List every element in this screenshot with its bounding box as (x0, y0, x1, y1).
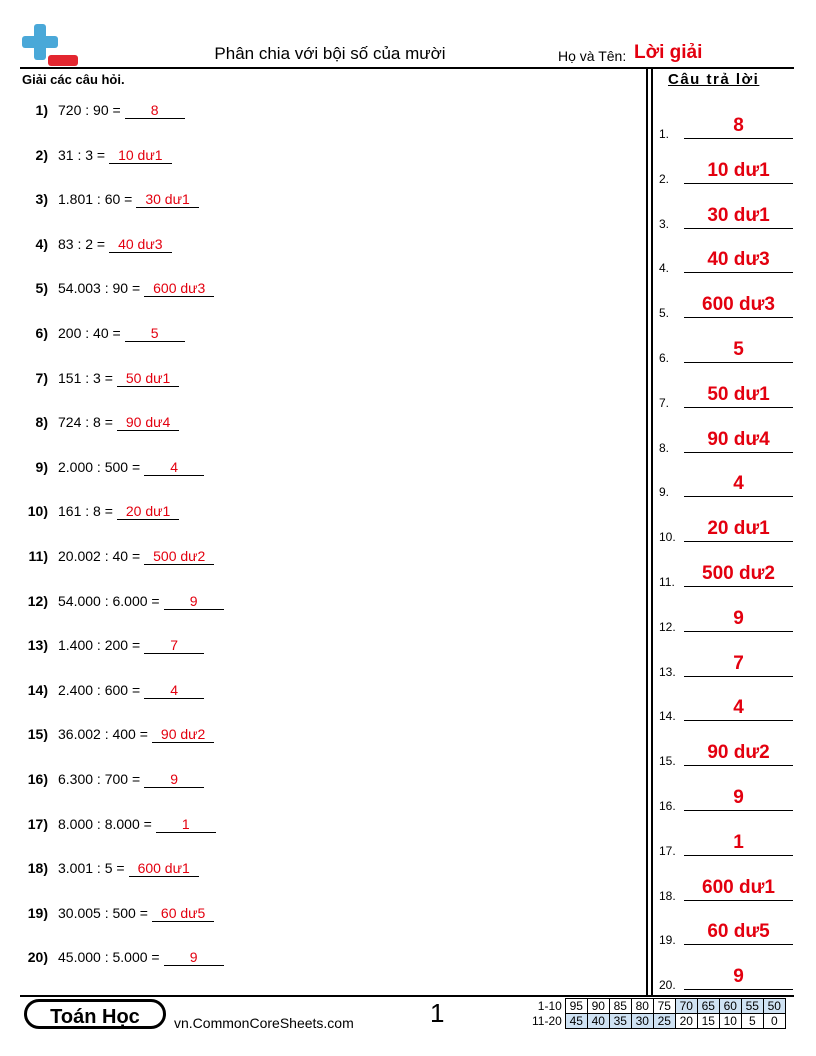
score-cell: 0 (763, 1014, 785, 1029)
score-cell: 55 (741, 999, 763, 1014)
page-number: 1 (430, 998, 445, 1028)
score-row-label: 11-20 (532, 1014, 562, 1028)
answer-key-value: 4 (684, 696, 793, 721)
question-text: 200 : 40 = (58, 325, 121, 341)
question-text: 1.801 : 60 = (58, 191, 133, 208)
question-number: 9) (35, 458, 48, 475)
answer-blank[interactable]: 1 (156, 816, 216, 833)
answer-key-value: 600 dư3 (684, 293, 793, 318)
answer-blank[interactable]: 90 dư2 (152, 726, 214, 743)
answer-blank[interactable]: 60 dư5 (152, 905, 214, 922)
answer-key-number: 19. (659, 933, 676, 948)
top-divider (20, 67, 794, 69)
answer-key-value: 90 dư2 (684, 741, 793, 766)
question-text: 83 : 2 = (58, 235, 106, 252)
question-row (22, 503, 179, 527)
question-text: 161 : 8 = (58, 503, 113, 520)
answer-blank[interactable]: 50 dư1 (117, 370, 179, 387)
answer-blank[interactable]: 4 (144, 459, 204, 476)
answer-key-row (659, 695, 793, 724)
question-number: 1) (35, 102, 48, 118)
question-row (22, 191, 199, 215)
answer-key-value: 1 (684, 831, 793, 856)
question-text: 151 : 3 = (58, 369, 113, 386)
column-divider-left (646, 68, 648, 996)
score-cell: 90 (587, 999, 609, 1014)
question-number: 14) (27, 681, 48, 698)
answer-key-value: 5 (684, 338, 793, 363)
question-text: 54.000 : 6.000 = (58, 592, 160, 609)
score-cell: 15 (697, 1014, 719, 1029)
answer-key-value: 60 dư5 (684, 920, 793, 945)
question-text: 54.003 : 90 = (58, 280, 141, 297)
answer-key-number: 2. (659, 171, 670, 186)
answer-blank[interactable]: 7 (144, 637, 204, 654)
answer-blank[interactable]: 20 dư1 (117, 503, 179, 520)
name-label: Họ và Tên: (558, 48, 627, 64)
question-text: 724 : 8 = (58, 414, 113, 431)
question-row (22, 280, 214, 304)
question-row (22, 548, 214, 572)
question-row (22, 370, 179, 394)
answer-key-number: 7. (659, 395, 670, 410)
answer-blank[interactable]: 5 (125, 325, 185, 342)
answer-key-number: 13. (659, 664, 676, 679)
question-text: 720 : 90 = (58, 102, 121, 118)
answer-key-value: 9 (684, 607, 793, 632)
score-cell: 50 (763, 999, 785, 1014)
score-cell: 95 (565, 999, 587, 1014)
answer-key-number: 16. (659, 799, 676, 813)
worksheet-title: Phân chia với bội số của mười (214, 44, 446, 63)
answer-blank[interactable]: 9 (144, 771, 204, 788)
answer-key-row (659, 113, 793, 139)
answer-key-value: 600 dư1 (684, 876, 793, 901)
answer-blank[interactable]: 30 dư1 (136, 191, 198, 208)
question-text: 36.002 : 400 = (58, 726, 148, 743)
score-cell: 5 (741, 1014, 763, 1029)
answer-key-value: 4 (684, 472, 793, 497)
question-row (22, 147, 172, 171)
question-text: 1.400 : 200 = (58, 637, 141, 654)
question-number: 6) (35, 325, 48, 341)
answer-key-row (659, 606, 793, 632)
answer-key-row (659, 919, 793, 948)
answer-key-value: 90 dư4 (684, 428, 793, 453)
answer-key-row (659, 875, 793, 901)
score-cell: 60 (719, 999, 741, 1014)
answer-key-row (659, 427, 793, 453)
answer-key-number: 15. (659, 754, 676, 769)
site-url: vn.CommonCoreSheets.com (174, 1015, 354, 1031)
question-number: 18) (27, 860, 48, 877)
answer-key-value: 50 dư1 (684, 383, 793, 408)
question-number: 16) (27, 771, 48, 787)
question-number: 7) (35, 369, 48, 386)
answer-key-value: 30 dư1 (684, 204, 793, 229)
score-cell: 30 (631, 1014, 653, 1029)
answer-key-number: 5. (659, 306, 670, 321)
answer-blank[interactable]: 600 dư3 (144, 280, 214, 297)
answer-blank[interactable]: 9 (164, 593, 224, 610)
answer-key-value: 20 dư1 (684, 517, 793, 542)
question-row (22, 414, 179, 438)
question-number: 8) (35, 414, 48, 431)
answer-key-row (659, 158, 793, 184)
score-cell: 20 (675, 1014, 697, 1029)
question-row (22, 325, 185, 349)
score-cell: 80 (631, 999, 653, 1014)
score-row (530, 1014, 785, 1029)
score-cell: 25 (653, 1014, 675, 1029)
score-cell: 65 (697, 999, 719, 1014)
answer-key-value: 10 dư1 (684, 159, 793, 184)
answer-key-number: 1. (659, 127, 670, 141)
answer-key-row (659, 785, 793, 811)
bottom-divider (20, 995, 794, 997)
question-row (22, 236, 172, 260)
answer-key-number: 18. (659, 888, 676, 903)
answer-blank[interactable]: 90 dư4 (117, 414, 179, 431)
answer-key-number: 11. (659, 575, 675, 589)
name-value: Lời giải (634, 42, 703, 63)
answer-key-value: 9 (684, 786, 793, 811)
question-row (22, 102, 185, 126)
score-cell: 35 (609, 1014, 631, 1029)
question-row (22, 816, 216, 840)
answer-key-row (659, 292, 793, 321)
answer-key-number: 6. (659, 351, 670, 365)
logo-plus-minus-icon (22, 24, 80, 68)
answer-blank[interactable]: 8 (125, 102, 185, 119)
answer-key-value: 8 (684, 114, 793, 139)
question-text: 20.002 : 40 = (58, 548, 141, 564)
answer-blank[interactable]: 40 dư3 (109, 236, 171, 253)
answer-key-number: 14. (659, 709, 676, 724)
question-row (22, 905, 214, 929)
answer-key-row (659, 471, 793, 500)
question-row (22, 860, 199, 884)
score-row (530, 999, 785, 1014)
question-number: 12) (27, 592, 48, 609)
answer-key-number: 4. (659, 261, 670, 276)
question-text: 2.000 : 500 = (58, 458, 141, 475)
score-cell: 10 (719, 1014, 741, 1029)
question-row (22, 726, 214, 750)
question-row (22, 771, 204, 795)
score-cell: 70 (675, 999, 697, 1014)
answer-key-number: 9. (659, 485, 670, 500)
score-row-label: 1-10 (537, 999, 562, 1013)
score-cell: 75 (653, 999, 675, 1014)
answer-blank[interactable]: 500 dư2 (144, 548, 214, 565)
score-table (530, 998, 786, 1029)
question-number: 20) (27, 949, 48, 966)
answer-key-row (659, 964, 793, 993)
question-number: 19) (27, 904, 48, 921)
question-row (22, 949, 224, 973)
question-text: 30.005 : 500 = (58, 904, 148, 921)
answer-key-number: 17. (659, 843, 676, 858)
answer-key-value: 500 dư2 (684, 562, 793, 587)
answer-key-number: 20. (659, 978, 676, 993)
question-number: 2) (35, 146, 48, 163)
question-number: 4) (35, 235, 48, 252)
question-number: 5) (35, 280, 48, 297)
question-text: 31 : 3 = (58, 146, 106, 163)
brand-badge: Toán Học (24, 999, 166, 1029)
question-number: 10) (27, 503, 48, 520)
answer-key-row (659, 740, 793, 769)
question-number: 11) (28, 548, 48, 564)
answer-key-number: 8. (659, 440, 670, 455)
question-row (22, 682, 204, 706)
question-text: 45.000 : 5.000 = (58, 949, 160, 966)
answer-key-row (659, 203, 793, 229)
answer-key-number: 12. (659, 619, 676, 634)
answer-key-row (659, 516, 793, 545)
score-cell: 40 (587, 1014, 609, 1029)
question-number: 17) (27, 815, 48, 832)
answers-header: Câu trả lời (668, 71, 760, 88)
answer-blank[interactable]: 9 (164, 949, 224, 966)
answer-key-number: 10. (659, 530, 676, 545)
question-row (22, 593, 224, 617)
question-text: 6.300 : 700 = (58, 771, 141, 787)
score-cell: 85 (609, 999, 631, 1014)
answer-key-row (659, 651, 793, 677)
answer-blank[interactable]: 10 dư1 (109, 147, 171, 164)
answer-key-number: 3. (659, 216, 670, 231)
answer-key-value: 7 (684, 652, 793, 677)
column-divider-right (651, 68, 653, 996)
score-cell: 45 (565, 1014, 587, 1029)
instructions: Giải các câu hỏi. (22, 72, 125, 87)
question-text: 2.400 : 600 = (58, 681, 141, 698)
answer-blank[interactable]: 600 dư1 (129, 860, 199, 877)
question-text: 3.001 : 5 = (58, 860, 125, 877)
answer-key-row (659, 561, 793, 587)
question-text: 8.000 : 8.000 = (58, 815, 152, 832)
answer-key-row (659, 382, 793, 408)
answer-key-value: 9 (684, 965, 793, 990)
answer-key-row (659, 337, 793, 363)
answer-blank[interactable]: 4 (144, 682, 204, 699)
question-number: 15) (27, 726, 48, 743)
answer-key-value: 40 dư3 (684, 248, 793, 273)
answer-key-row (659, 247, 793, 276)
question-number: 3) (35, 191, 48, 208)
answer-key-row (659, 830, 793, 856)
question-row (22, 637, 204, 661)
question-row (22, 459, 204, 483)
question-number: 13) (27, 637, 48, 654)
